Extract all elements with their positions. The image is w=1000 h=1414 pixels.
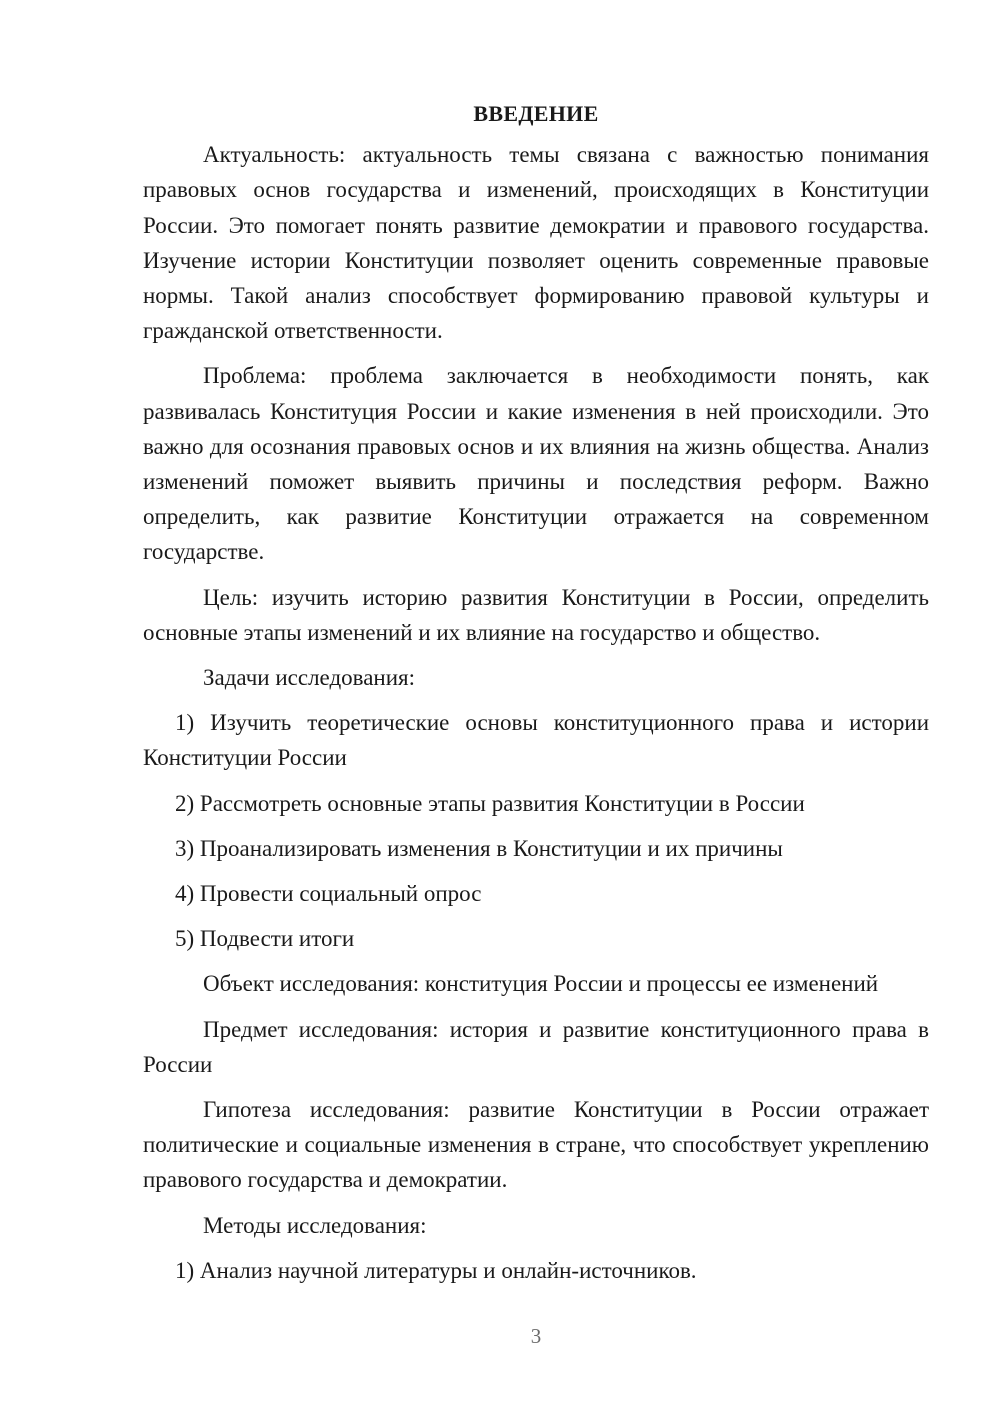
task-item: 2) Рассмотреть основные этапы развития Конституции в России	[175, 790, 805, 816]
section-title: ВВЕДЕНИЕ	[473, 101, 599, 126]
method-item: 1) Анализ научной литературы и онлайн-источников.	[175, 1257, 697, 1283]
object-paragraph: Объект исследования: конституция России и процессы ее изменений	[203, 971, 879, 997]
task-item: 4) Провести социальный опрос	[175, 881, 482, 907]
problem-paragraph: Проблема: проблема заключается в необходимости понять, как развивалась Конституция России и какие изменения в ней происходили. Это важно для осознания правовых основ и их влияния на жизнь общества. Анализ изменений поможет выявить причины и последствия реформ. Важно определить, как развитие Конституции отражается на современном государстве.	[143, 363, 929, 565]
hypothesis-paragraph: Гипотеза исследования: развитие Конституции в России отражает политические и социальные изменения в стране, что способствует укреплению правового государства и демократии.	[143, 1097, 929, 1193]
page-number: 3	[530, 1324, 542, 1348]
tasks-label: Задачи исследования:	[203, 665, 416, 691]
task-item: 1) Изучить теоретические основы конституционного права и истории Конституции России	[143, 710, 929, 771]
methods-label: Методы исследования:	[203, 1212, 427, 1238]
subject-paragraph: Предмет исследования: история и развитие конституционного права в России	[143, 1016, 929, 1077]
relevance-paragraph: Актуальность: актуальность темы связана с важностью понимания правовых основ государства и изменений, происходящих в Конституции России. Это помогает понять развитие демократии и правового государства. Изучение истории Конституции позволяет оценить современные правовые нормы. Такой анализ способствует формированию правовой культуры и гражданской ответственности.	[143, 142, 929, 344]
page-content	[143, 96, 929, 1298]
task-item: 5) Подвести итоги	[175, 926, 355, 952]
goal-paragraph: Цель: изучить историю развития Конституции в России, определить основные этапы изменений и их влияние на государство и общество.	[143, 584, 929, 645]
task-item: 3) Проанализировать изменения в Конституции и их причины	[175, 835, 783, 861]
